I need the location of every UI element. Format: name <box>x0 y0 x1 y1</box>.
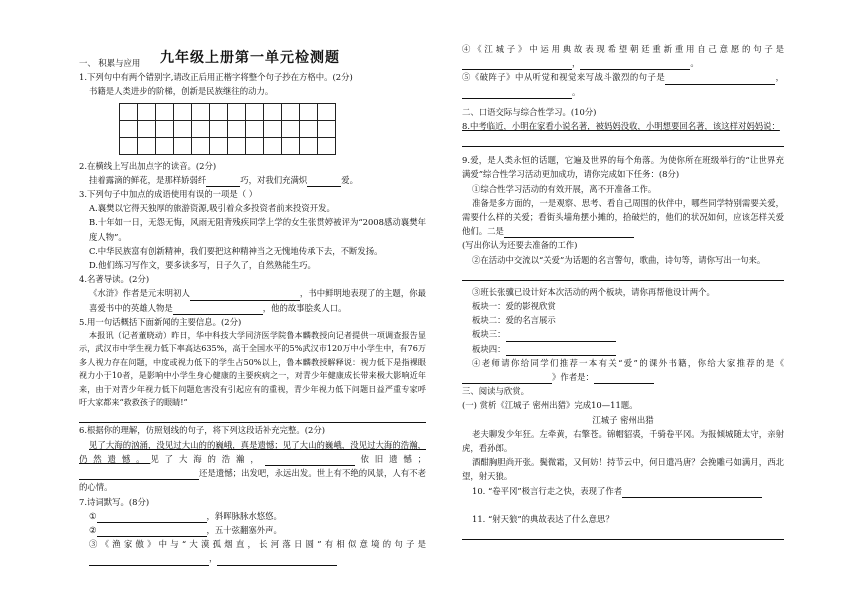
question-1-sentence: 书籍是人类进步的阶梯，创新是民族继往的动力。 <box>89 86 274 97</box>
answer-blank[interactable] <box>97 512 207 523</box>
question-8: 8.中考临近，小明在家看小说名著，被妈妈没收，小明想要回名著，该这样对妈妈说： <box>462 121 780 132</box>
question-7: 7.诗词默写。(8分) <box>79 496 150 507</box>
block-1: 板块一：爱的影视欣赏 <box>472 301 556 312</box>
poem-title: 江城子 密州出猎 <box>592 414 654 425</box>
news-text: 本报讯（记者董晓动）昨日，华中科技大学同济医学院鲁本麟教授向记者提供一项调查报告显示，武汉市中学生视力低下率高达635%，高于全国水平的5%武汉市120万中小学生中，有76万多人视力存在问题，中度或视力低下的学生占50%以上，鲁本麟教授解释说：视力低下是指裸眼视力小于10者，是影响中小学生身心健康的主要疾病之一，对青少年健康成长带来极大影响近年来，由于对青少年视力低下问题危害没有引起应有的重视，青少年视力低下问题日益严重专家呼吁大家都来“救救孩子的眼睛!” <box>79 330 426 408</box>
answer-line[interactable] <box>79 409 426 423</box>
question-10: 10. “卷平冈”极言行走之快，表现了作者 <box>462 484 784 498</box>
question-9: 9.爱，是人类永恒的话题，它遍及世界的每个角落。为使你所在班级举行的“让世界充满爱”综合性学习活动更加成功，请你完成如下任务：(8分) <box>462 155 784 180</box>
question-9-3: ③班长张骥已设计好本次活动的两个板块，请你再帮他设计两个。 <box>472 286 715 297</box>
answer-blank[interactable] <box>506 345 616 356</box>
answer-blank[interactable] <box>506 331 616 342</box>
answer-line[interactable] <box>462 526 784 540</box>
option-a: A.襄樊以它得天独厚的旅游资源,吸引着众多投资者前来投资开发。 <box>89 203 335 214</box>
section-2-heading: 二、口语交际与综合性学习。(10分) <box>462 106 597 117</box>
answer-blank[interactable] <box>594 373 654 384</box>
poem-line-3: ③《渔家傲》中与“大漠孤烟直，长河落日圆”有相似意境的句子是， <box>79 537 426 565</box>
question-3: 3.下列句子中加点的成语使用有误的一项是（ ） <box>79 189 258 200</box>
answer-blank[interactable] <box>580 59 690 70</box>
option-b: B.十年如一日，无怨无悔，风雨无阻背残疾同学上学的女生张贯婷被评为“2008感动襄樊年度人物”。 <box>89 217 426 242</box>
block-4: 板块四： <box>462 342 784 356</box>
answer-blank[interactable] <box>462 88 572 99</box>
answer-blank[interactable] <box>190 290 300 301</box>
option-c: C.中华民族富有创新精神，我们要把这种精神当之无愧地传承下去，不断发扬。 <box>89 245 383 256</box>
answer-blank[interactable] <box>173 304 263 315</box>
answer-blank[interactable] <box>462 59 572 70</box>
question-6-text: 见了大海的汹涌，没见过大山的的巍峨，真是遗憾；见了大山的巍峨，没见过大海的浩瀚，仍然遗憾。见了大海的浩瀚， 依旧遗憾；还是遗憾；出发吧，永远出发。世上有不绝的风景，人有不老的心情。 <box>79 439 427 493</box>
question-1: 1.下列句中有两个错别字,请改正后用正楷字将整个句子抄在方格中。(2分) <box>79 72 353 83</box>
answer-blank[interactable] <box>504 227 634 238</box>
answer-blank[interactable] <box>206 176 240 187</box>
answer-blank[interactable] <box>97 526 207 537</box>
question-2: 2.在横线上写出加点字的读音。(2分) <box>79 160 217 171</box>
right-column <box>462 42 784 540</box>
block-2: 板块二：爱的名言展示 <box>472 315 556 326</box>
poem-line-1: ① ，斜晖脉脉水悠悠。 <box>79 509 426 523</box>
question-9-1-note: (写出你认为还要去准备的工作) <box>462 240 578 251</box>
answer-blank[interactable] <box>307 176 341 187</box>
poem-line-4: ④《江城子》中运用典故表现希望朝廷重新重用自己意愿的句子是， 。 <box>462 42 784 70</box>
answer-line[interactable] <box>462 267 784 281</box>
answer-blank[interactable] <box>462 373 552 384</box>
question-9-1-text: 准备是多方面的，一是观察、思考、看自己周围的伙伴中，哪些同学特别需要关爱，需要什么样的关爱；看街头墙角摆小摊的，拾破烂的，他们的状况如何，应该怎样关爱他们。二是 <box>462 196 784 239</box>
answer-line[interactable] <box>462 133 784 147</box>
question-4-text: 《水浒》作者是元末明初人 ，书中鲜明地表现了的主题，你最喜爱书中的英雄人物是 ，他的故事脍炙人口。 <box>79 286 426 314</box>
page-title: 九年级上册第一单元检测题 <box>160 50 340 66</box>
poem-stanza-1: 老夫聊发少年狂。左牵黄，右擎苍。锦帽貂裘，千骑卷平冈。为报倾城随太守，亲射虎，看孙郎。 <box>462 428 784 454</box>
question-5: 5.用一句话概括下面新闻的主要信息。(2分) <box>79 316 242 327</box>
question-11: 11. “射天狼”的典故表达了什么意思？ <box>472 513 614 524</box>
answer-blank[interactable] <box>265 455 355 466</box>
poem-line-5: ⑤《破阵子》中从听觉和视觉来写战斗激烈的句子是 ，。 <box>462 70 784 98</box>
block-3: 板块三： <box>462 327 784 341</box>
question-9-2: ②在活动中交流以“关爱”为话题的名言警句，歌曲，诗句等，请你写出一句来。 <box>472 254 766 265</box>
question-9-1: ①综合性学习活动的有效开展，离不开准备工作。 <box>472 183 657 194</box>
answer-blank[interactable] <box>79 469 199 480</box>
answer-blank[interactable] <box>89 555 209 566</box>
question-4: 4.名著导读。(2分) <box>79 274 150 285</box>
writing-grid[interactable] <box>119 103 336 155</box>
option-d: D.他们练习写作文，要多读多写，日子久了，自然熟能生巧。 <box>89 260 316 271</box>
question-9-4: ④老师请你给同学们推荐一本有关“爱”的课外书籍，你给大家推荐的是《》作者是： <box>462 356 784 384</box>
answer-blank[interactable] <box>665 74 775 85</box>
answer-blank[interactable] <box>217 555 337 566</box>
left-column <box>79 46 426 566</box>
answer-blank[interactable] <box>622 487 762 498</box>
poem-line-2: ② ，五十弦翻塞外声。 <box>79 523 426 537</box>
poem-stanza-2: 酒酣胸胆尚开张。鬓微霜，又何妨！持节云中，何日遣冯唐？会挽雕弓如满月，西北望，射天狼。 <box>462 457 784 482</box>
question-6: 6.根据你的理解，仿照划线的句子，将下列这段话补充完整。(2分) <box>79 425 325 436</box>
section-3-1-heading: (一) 赏析《江城子 密州出猎》完成10—11题。 <box>462 400 638 411</box>
section-1-heading: 一、 积累与应用 <box>79 58 141 68</box>
question-2-sentence: 挂着露滴的鲜花，是那样娇弱纤 巧，对我们充满炽 爱。 <box>79 173 426 187</box>
section-3-heading: 三、阅读与欣赏。 <box>462 386 529 397</box>
